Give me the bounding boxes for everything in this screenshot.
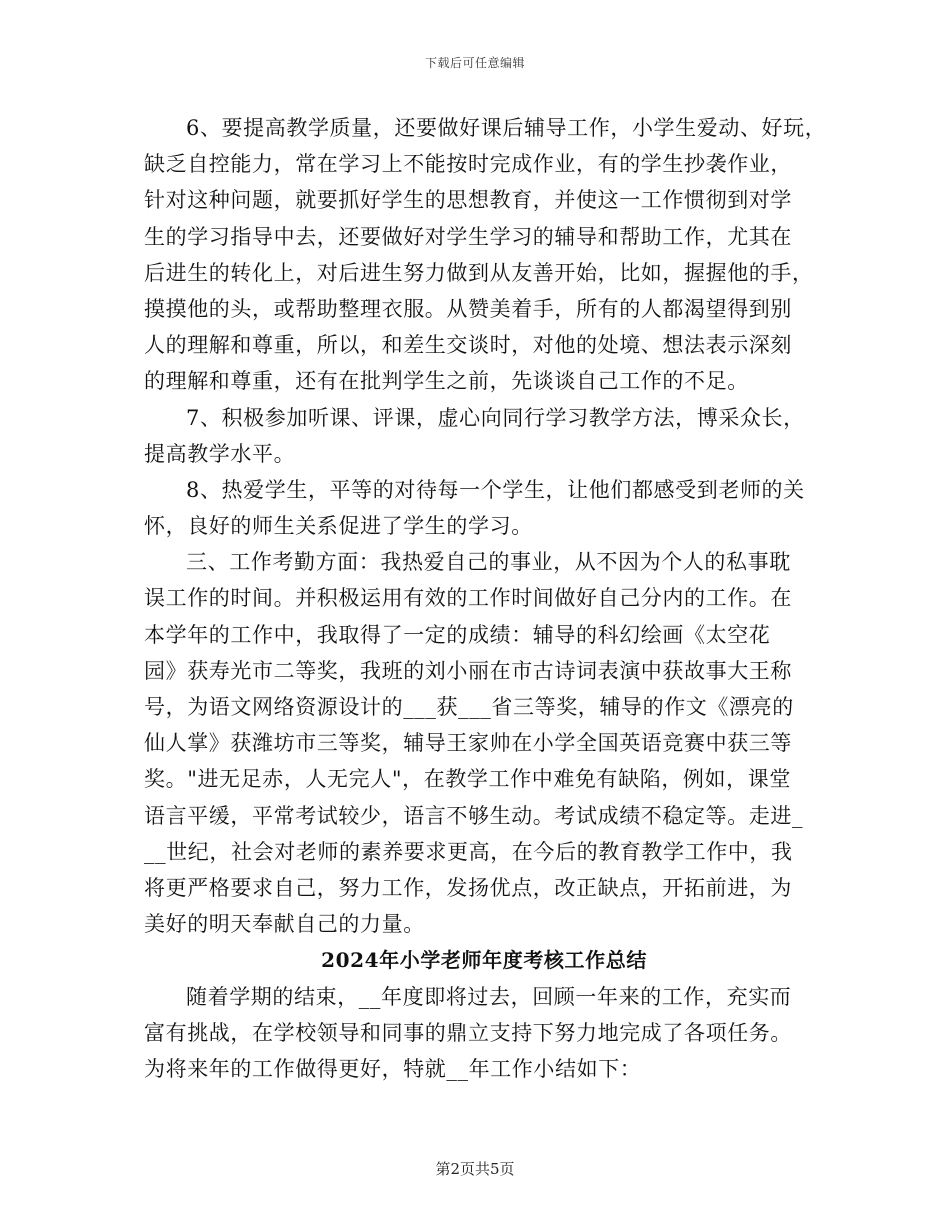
- text-line: 后进生的转化上，对后进生努力做到从友善开始，比如，握握他的手，: [144, 260, 814, 285]
- text-line: 语言平缓，平常考试较少，语言不够生动。考试成绩不稳定等。走进_: [144, 803, 804, 828]
- text-line: 生的学习指导中去，还要做好对学生学习的辅导和帮助工作，尤其在: [144, 224, 792, 249]
- section-title: 2024年小学老师年度考核工作总结: [321, 948, 647, 973]
- text-line: 误工作的时间。并积极运用有效的工作时间做好自己分内的工作。在: [144, 586, 792, 611]
- text-line: __世纪，社会对老师的素养要求更高，在今后的教育教学工作中，我: [144, 839, 793, 864]
- text-line: 人的理解和尊重，所以，和差生交谈时，对他的处境、想法表示深刻: [144, 333, 792, 358]
- text-line: 6、要提高教学质量，还要做好课后辅导工作，小学生爱动、好玩，: [186, 116, 827, 140]
- text-line: 仙人掌》获潍坊市三等奖，辅导王家帅在小学全国英语竞赛中获三等: [144, 731, 792, 756]
- text-line: 美好的明天奉献自己的力量。: [144, 912, 425, 937]
- text-line: 摸摸他的头，或帮助整理衣服。从赞美着手，所有的人都渴望得到别: [144, 296, 792, 321]
- text-line: 奖。"进无足赤，人无完人"，在教学工作中难免有缺陷，例如，课堂: [144, 767, 791, 792]
- text-line: 富有挑战，在学校领导和同事的鼎立支持下努力地完成了各项任务。: [144, 1020, 792, 1045]
- text-line: 8、热爱学生，平等的对待每一个学生，让他们都感受到老师的关: [186, 477, 805, 502]
- page-number: 第2页共5页: [435, 1160, 515, 1178]
- text-line: 的理解和尊重，还有在批判学生之前，先谈谈自己工作的不足。: [144, 369, 749, 394]
- document-body: [144, 110, 827, 1087]
- text-line: 为将来年的工作做得更好，特就__年工作小结如下：: [144, 1056, 642, 1081]
- text-line: 园》获寿光市二等奖，我班的刘小丽在市古诗词表演中获故事大王称: [144, 658, 792, 683]
- text-line: 本学年的工作中，我取得了一定的成绩：辅导的科幻绘画《太空花: [144, 622, 771, 647]
- text-line: 号，为语文网络资源设计的___获___省三等奖，辅导的作文《漂亮的: [144, 695, 794, 719]
- text-line: 提高教学水平。: [144, 441, 296, 466]
- text-line: 三、工作考勤方面：我热爱自己的事业，从不因为个人的私事耽: [186, 550, 791, 575]
- text-line: 将更严格要求自己，努力工作，发扬优点，改正缺点，开拓前进，为: [144, 875, 792, 900]
- text-line: 怀，良好的师生关系促进了学生的学习。: [144, 514, 533, 539]
- text-line: 缺乏自控能力，常在学习上不能按时完成作业，有的学生抄袭作业，: [144, 152, 792, 177]
- text-line: 随着学期的结束，__年度即将过去，回顾一年来的工作，充实而: [186, 984, 792, 1009]
- text-line: 7、积极参加听课、评课，虚心向同行学习教学方法，博采众长，: [186, 405, 805, 430]
- text-line: 针对这种问题，就要抓好学生的思想教育，并使这一工作惯彻到对学: [144, 188, 792, 213]
- page-header: 下载后可任意编辑: [424, 56, 525, 70]
